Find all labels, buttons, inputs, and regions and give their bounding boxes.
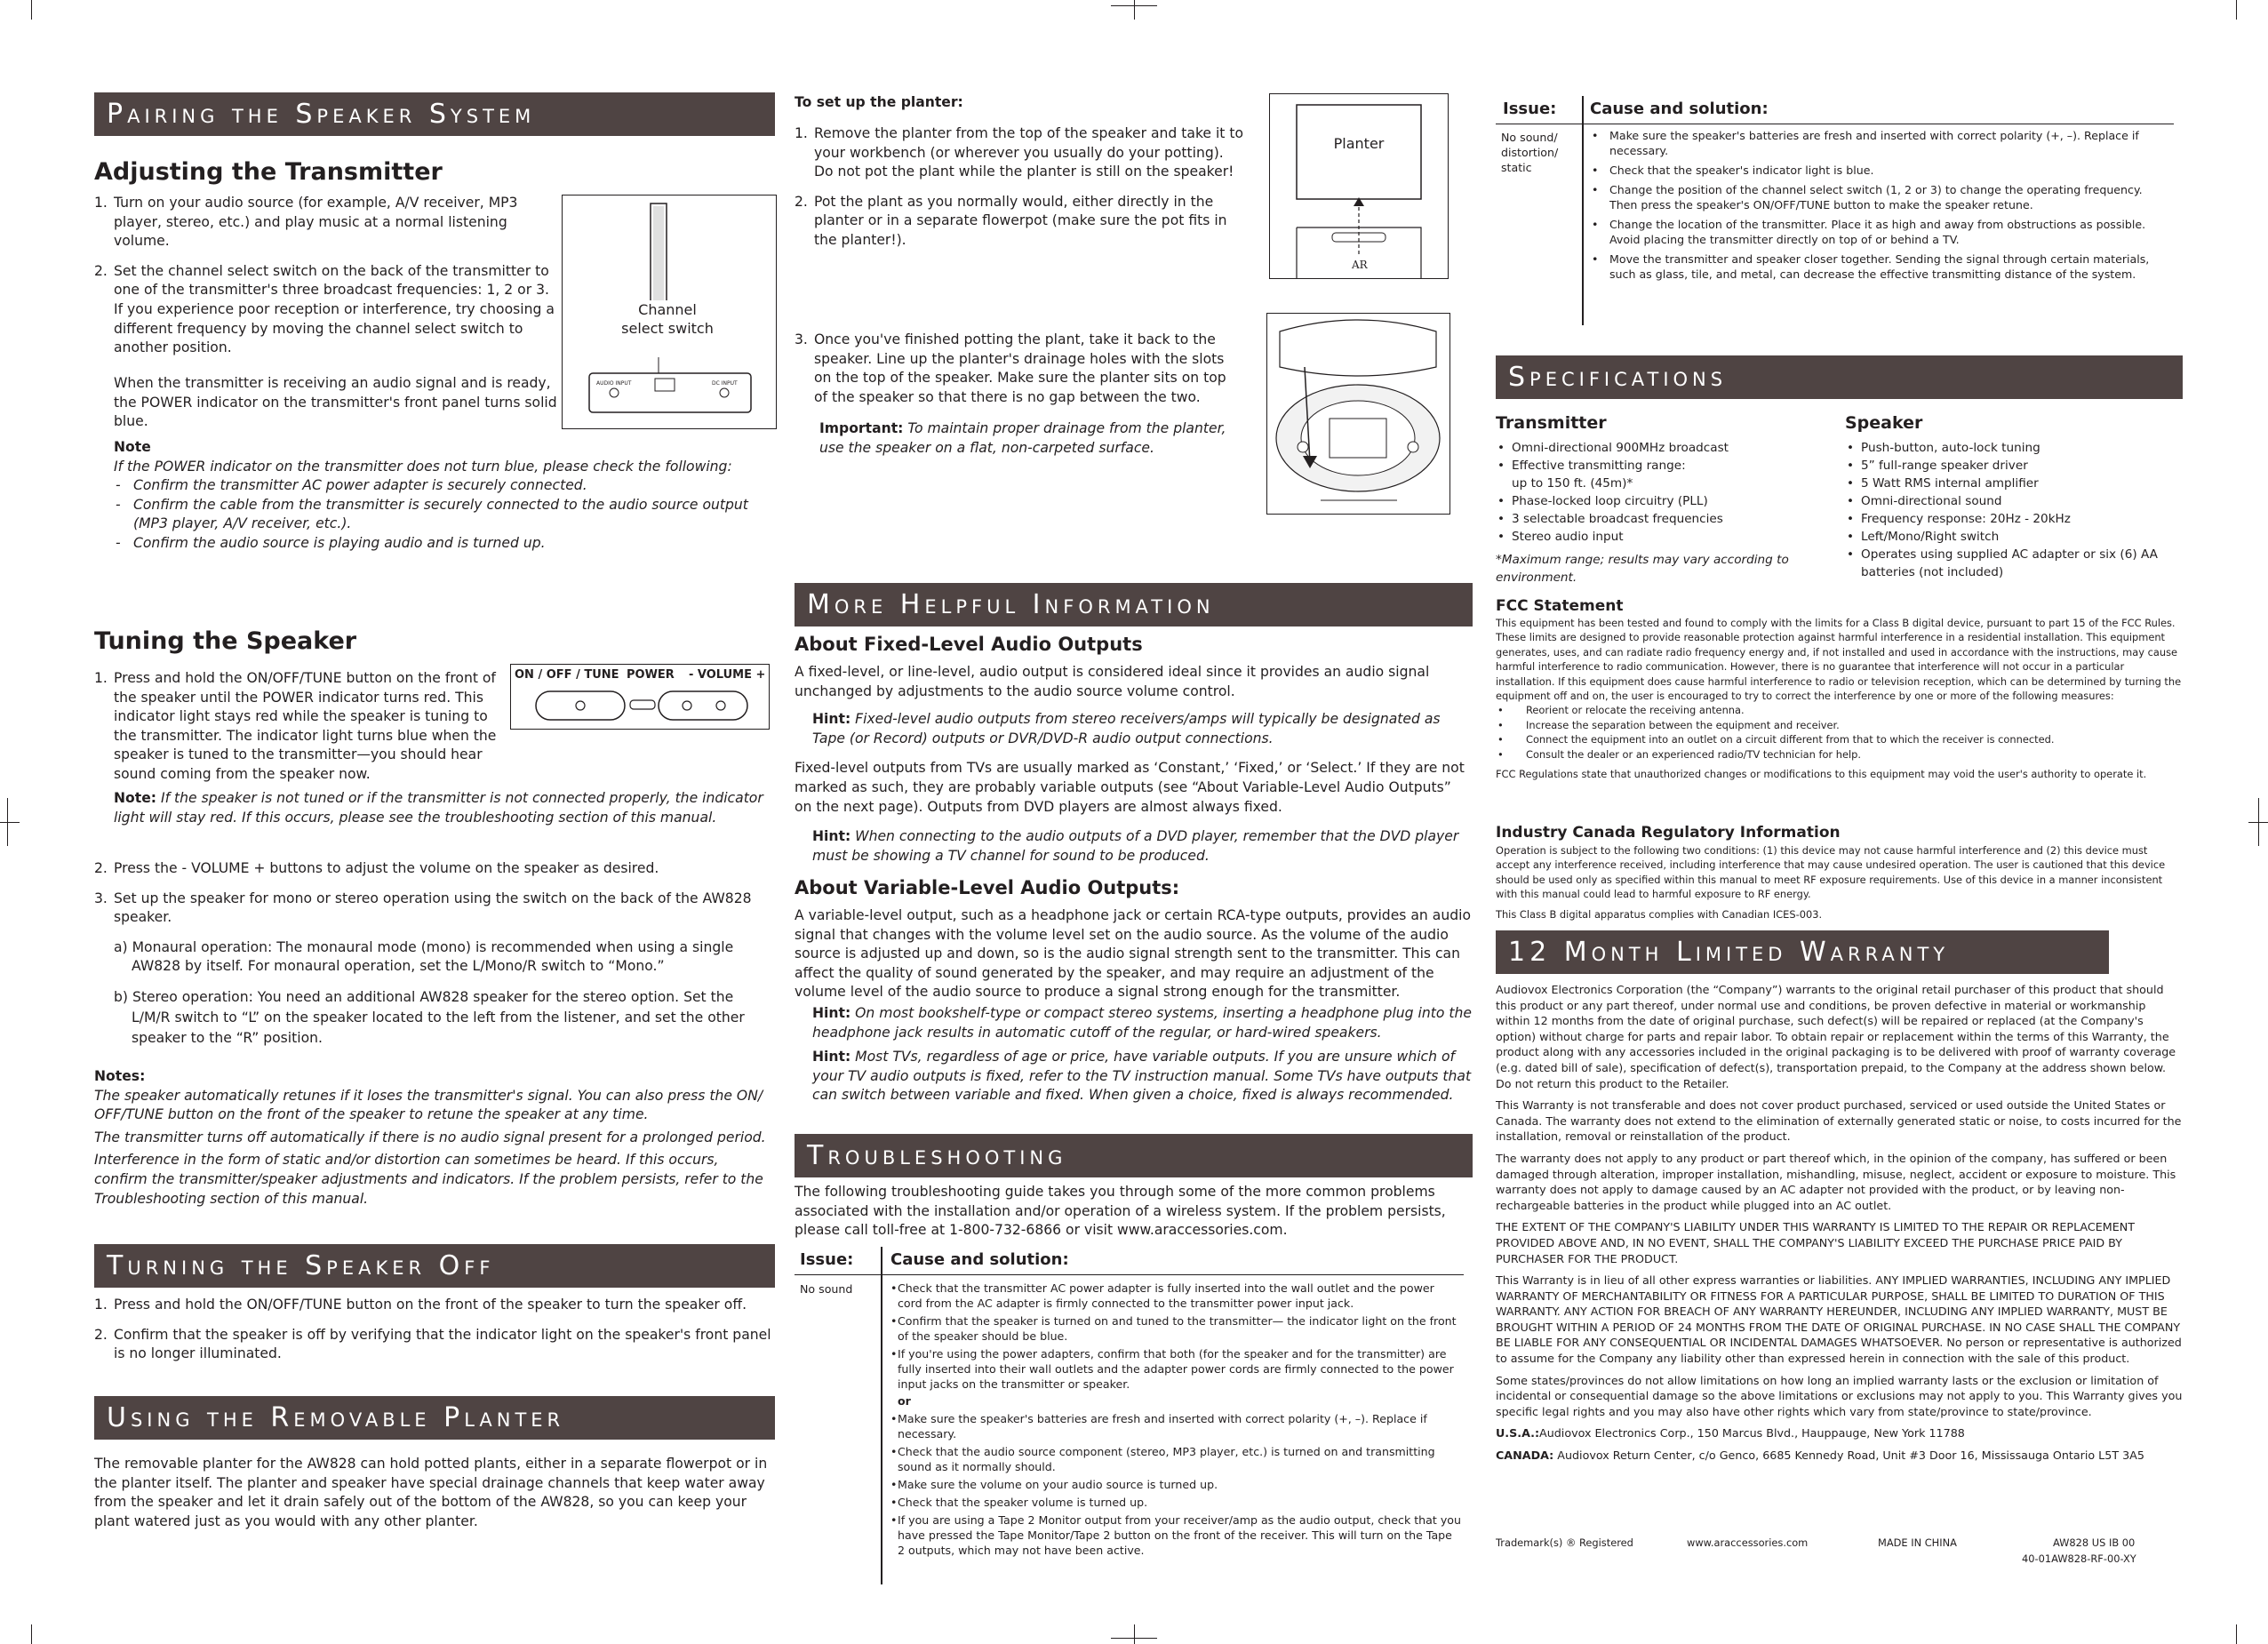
pairing-banner: Pairing the Speaker System	[94, 92, 775, 136]
list-item: 2. Confirm that the speaker is off by verifying that the indicator light on the speaker's front panel is no longer illuminated.	[94, 1326, 771, 1362]
warranty-section	[1496, 982, 2183, 1464]
crop-mark	[1134, 1624, 1135, 1644]
important-note	[819, 419, 1246, 458]
note-intro: If the POWER indicator on the transmitter does not turn blue, please check the following:	[114, 458, 732, 475]
variable-hint-2	[795, 1048, 1473, 1105]
speaker-spec-list	[1845, 439, 2183, 581]
planter-para: The removable planter for the AW828 can hold potted plants, either in a separate flowerpot or in the planter itself. The planter and speaker have special drainage channels that keep water away from the speaker and let it drain safely out of the bottom of the AW828, so you can keep your plant watered just as you would with any other planter.	[94, 1456, 768, 1529]
cause-cell	[889, 1281, 1462, 1558]
troubleshooting-table	[795, 1247, 1464, 1557]
troubleshooting-table-continued	[1496, 96, 2174, 281]
list-item: • Change the position of the channel select switch (1, 2 or 3) to change the operating frequency. Then press the speaker's ON/OFF/TUNE button to make the speaker retune.	[1590, 182, 2172, 212]
crop-mark	[2258, 798, 2259, 846]
list-item: 3. Once you've finished potting the plant, take it back to the speaker. Line up the planter's drainage holes with the slots on the top of the speaker. Make sure the planter sits on top of the speaker so that there is no gap between the two.	[795, 331, 1226, 405]
list-item: • Confirm that the speaker is turned on and tuned to the transmitter— the indicator light on the front of the speaker should be blue.	[889, 1313, 1462, 1344]
issue-header: Issue:	[800, 1250, 854, 1269]
list-item: • 3 selectable broadcast frequencies	[1496, 510, 1816, 528]
hint-label: Hint:	[812, 1049, 851, 1065]
list-item: 1. Remove the planter from the top of the speaker and take it to your workbench (or wherever you usually do your potting). Do not pot the plant while the planter is still on the speaker!	[795, 125, 1244, 180]
crop-mark	[1134, 0, 1135, 20]
fixed-section	[795, 663, 1473, 866]
crop-mark	[2236, 1624, 2237, 1644]
crop-mark	[31, 0, 32, 20]
warranty-para: This Warranty is in lieu of all other express warranties or liabilities. ANY IMPLIED WARRANTIES, INCLUDING ANY IMPLIED WARRANTY OF MERCHANTABILITY OR FITNESS FOR A PARTICULAR PURPOSE, SHALL BE LIMITED TO DURATION OF THIS WARRANTY. ANY ACTION FOR BREACH OF ANY WARRANTY HEREUNDER, INCLUDING ANY IMPLIED WARRANTY, MUST BE BROUGHT WITHIN A PERIOD OF 24 MONTHS FROM THE DATE OF ORIGINAL PURCHASE. IN NO CASE SHALL THE COMPANY BE LIABLE FOR ANY CONSEQUENTIAL OR INCIDENTAL DAMAGES WHATSOEVER. No person or representative is authorized to assume for the Company any liability other than expressed herein in connection with the sale of this product.	[1496, 1273, 2182, 1366]
planter-banner: Using the Removable Planter	[94, 1396, 775, 1440]
planter-label: Planter	[1333, 135, 1385, 152]
list-item: • Make sure the speaker's batteries are fresh and inserted with correct polarity (+, –). Replace if necessary.	[889, 1411, 1462, 1441]
list-item: • Check that the speaker volume is turned up.	[889, 1495, 1462, 1510]
footer-made-in: MADE IN CHINA	[1878, 1536, 1957, 1549]
setup-step3	[795, 331, 1239, 407]
adjusting-heading: Adjusting the Transmitter	[94, 158, 443, 186]
warranty-para: This Warranty is not transferable and does not cover product purchased, serviced or used outside the United States or Canada. The warranty does not extend to the elimination of externally generated static or noise, to costs incurred for the installation, removal or reinstallation of the product.	[1496, 1098, 2182, 1144]
troubleshooting-para: The following troubleshooting guide takes you through some of the more common problems associated with the installation and/or operation of a wireless system. If the problem persists, please call toll-free at 1-800-732-6866 or visit www.araccessories.com.	[795, 1184, 1446, 1239]
more-info-banner: More Helpful Information	[795, 583, 1473, 626]
svg-text:AR: AR	[1352, 259, 1368, 271]
industry-canada-title: Industry Canada Regulatory Information	[1496, 824, 1841, 842]
crop-mark	[1111, 1638, 1157, 1639]
list-item: • Consult the dealer or an experienced radio/TV technician for help.	[1496, 747, 2183, 762]
important-text: To maintain proper drainage from the planter, use the speaker on a flat, non-carpeted surface.	[819, 420, 1226, 456]
usa-text: Audiovox Electronics Corp., 150 Marcus Blvd., Hauppauge, New York 11788	[1539, 1426, 1965, 1440]
hint-label: Hint:	[812, 711, 851, 728]
volume-label: - VOLUME +	[689, 668, 766, 682]
drainage-illustration	[1267, 314, 1449, 514]
list-item: • Move the transmitter and speaker closer together. Sending the signal through certain materials, such as glass, tile, and metal, can decrease the effective transmitting distance of the system.	[1590, 251, 2172, 282]
list-item: 2. Set the channel select switch on the back of the transmitter to one of the transmitter's three broadcast frequencies: 1, 2 or 3. If you experience poor reception or interference, try choosing a different frequency by moving the channel select switch to another position.	[94, 262, 555, 356]
fcc-para: This equipment has been tested and found to comply with the limits for a Class B digital device, pursuant to part 15 of the FCC Rules. These limits are designed to provide reasonable protection against harmful interference in a residential installation. This equipment generates, uses, and can radiate radio frequency energy and, if not installed and used in accordance with the instructions, may cause harmful interference to radio communication. However, there is no guarantee that interference will not occur in a particular installation. If this equipment does cause harmful interference to radio or television reception, which can be determined by turning the equipment off and on, the user is encouraged to try to correct the interference by one or more of the following measures:	[1496, 617, 2182, 703]
crop-mark	[2236, 0, 2237, 20]
transmitter-figure	[562, 195, 777, 429]
svg-text:DC INPUT: DC INPUT	[712, 380, 738, 387]
notes-item: Interference in the form of static and/or distortion can sometimes be heard. If this occurs, confirm the transmitter/speaker adjustments and indicators. If the problem persists, refer to the Troubleshooting section of this manual.	[94, 1152, 763, 1207]
ic-para: Operation is subject to the following two conditions: (1) this device may not cause harmful interference and (2) this device must accept any interference received, including interference that may cause undesired operation. The user is cautioned that this device should be used only as specified within this manual to meet RF exposure requirements. Use of this device in a manner inconsistent with this manual could lead to harmful exposure to RF energy.	[1496, 844, 2166, 901]
power-label: POWER	[627, 668, 675, 682]
notes-item: The transmitter turns off automatically if there is no audio signal present for a prolonged period.	[94, 1129, 766, 1145]
list-item: - Confirm the transmitter AC power adapter is securely connected.	[103, 476, 779, 496]
warranty-para: THE EXTENT OF THE COMPANY'S LIABILITY UNDER THIS WARRANTY IS LIMITED TO THE REPAIR OR REPLACEMENT PROVIDED ABOVE AND, IN NO EVENT, SHALL THE COMPANY'S LIABILITY EXCEED THE PURCHASE PRICE PAID BY PURCHASER FOR THE PRODUCT.	[1496, 1220, 2135, 1265]
crop-mark	[31, 1624, 32, 1644]
hint-text: On most bookshelf-type or compact stereo systems, inserting a headphone plug into the headphone jack results in automatic cutoff of the regular, or hard-wired speakers.	[812, 1004, 1472, 1041]
list-item: • Operates using supplied AC adapter or six (6) AA batteries (not included)	[1845, 546, 2183, 581]
off-steps	[94, 1296, 771, 1364]
issue-header: Issue:	[1503, 100, 1557, 118]
canada-address	[1496, 1448, 2183, 1464]
list-item: • 5 Watt RMS internal amplifier	[1845, 475, 2183, 492]
list-item: • Connect the equipment into an outlet on a circuit different from that to which the receiver is connected.	[1496, 732, 2183, 746]
variable-hint-1	[795, 1004, 1473, 1042]
tuning-step1	[94, 669, 505, 785]
issue-cell: No sound	[800, 1282, 853, 1296]
transmitter-spec-title: Transmitter	[1496, 413, 1607, 433]
fcc-section	[1496, 616, 2183, 781]
hint-text: Fixed-level audio outputs from stereo receivers/amps will typically be designated as Tape (or Record) outputs or DVR/DVD-R audio output connections.	[812, 711, 1441, 746]
list-item: • Omni-directional sound	[1845, 492, 2183, 510]
canada-text: Audiovox Return Center, c/o Genco, 6685 Kennedy Road, Unit #3 Door 16, Mississauga Ontario L5T 3A5	[1557, 1448, 2144, 1463]
tuning-heading: Tuning the Speaker	[94, 627, 357, 655]
fcc-para-2: FCC Regulations state that unauthorized changes or modifications to this equipment may void the user's authority to operate it.	[1496, 768, 2147, 781]
list-item: 2. Pot the plant as you normally would, either directly in the planter or in a separate flowerpot (make sure the pot fits in the planter!).	[795, 193, 1227, 248]
list-item: • 5” full-range speaker driver	[1845, 457, 2183, 475]
notes-block	[94, 1067, 771, 1209]
list-item: 1. Press and hold the ON/OFF/TUNE button on the front of the speaker to turn the speaker off.	[94, 1297, 747, 1313]
tuning-step3b: b) Stereo operation: You need an additional AW828 speaker for the stereo option. Set the L/M/R switch to “L” on the speaker located to the left from the listener, and set the other speaker to the “R” position.	[114, 988, 745, 1046]
footer-trademark: Trademark(s) ® Registered	[1496, 1536, 1633, 1549]
important-label: Important:	[819, 420, 904, 436]
fixed-para-2: Fixed-level outputs from TVs are usually marked as ‘Constant,’ ‘Fixed,’ or ‘Select.’ If they are not marked as such, they are probably variable outputs (see “About Variable-Level Audio Outputs” on the next page). Outputs from DVD players are almost always fixed.	[795, 760, 1465, 815]
usa-address	[1496, 1425, 2183, 1441]
list-item: 1. Press and hold the ON/OFF/TUNE button on the front of the speaker until the POWER indicator turns red. This indicator light stays red while the speaker is tuning to the transmitter. The indicator light turns blue when the speaker is tuned to the transmitter—you should hear sound coming from the speaker now.	[94, 670, 497, 782]
notes-title: Notes:	[94, 1068, 146, 1084]
svg-text:AUDIO INPUT: AUDIO INPUT	[596, 380, 632, 387]
list-item: 2. Press the - VOLUME + buttons to adjust the volume on the speaker as desired.	[94, 860, 659, 876]
crop-mark	[7, 798, 8, 846]
list-item: • Check that the audio source component (stereo, MP3 player, etc.) is turned on and transmitting sound as it normally should.	[889, 1444, 1462, 1474]
transmitter-footnote: *Maximum range; results may vary according to environment.	[1496, 553, 1789, 585]
list-item: • Left/Mono/Right switch	[1845, 528, 2183, 546]
setup-title: To set up the planter:	[795, 94, 963, 110]
hint-text: Most TVs, regardless of age or price, have variable outputs. If you are unsure which of your TV audio outputs is fixed, refer to the TV instruction manual. Some TVs have outputs that can switch between variable and fixed. When given a choice, fixed is always recommended.	[812, 1049, 1472, 1104]
cause-header: Cause and solution:	[890, 1250, 1069, 1269]
list-item: • If you're using the power adapters, confirm that both (for the speaker and for the transmitter) are fully inserted into their wall outlets and the adapter power cords are firmly connected to the power input jacks on the transmitter or speaker.	[889, 1346, 1462, 1392]
on-off-tune-label: ON / OFF / TUNE	[515, 668, 619, 682]
industry-canada-section	[1496, 843, 2183, 922]
list-item: - Confirm the audio source is playing audio and is turned up.	[103, 534, 779, 554]
list-item: 3. Set up the speaker for mono or stereo operation using the switch on the back of the AW828 speaker.	[94, 890, 752, 926]
fcc-title: FCC Statement	[1496, 597, 1624, 615]
notes-item: The speaker automatically retunes if it loses the transmitter's signal. You can also press the ON/ OFF/TUNE button on the front of the speaker to retune the speaker at any time.	[94, 1087, 763, 1123]
list-item: • Check that the speaker's indicator light is blue.	[1590, 163, 2172, 178]
crop-mark	[1111, 5, 1157, 6]
tuning-step3a: a) Monaural operation: The monaural mode (mono) is recommended when using a single AW828 by itself. For monaural operation, set the L/Mono/R switch to “Mono.”	[114, 938, 734, 975]
canada-label: CANADA:	[1496, 1448, 1554, 1463]
speaker-spec-title: Speaker	[1845, 413, 1923, 433]
cause-header: Cause and solution:	[1590, 100, 1769, 118]
list-item: 1. Turn on your audio source (for example, A/V receiver, MP3 player, stereo, etc.) and play music at a normal listening volume.	[94, 195, 518, 250]
tuning-note	[114, 789, 771, 827]
warranty-para: The warranty does not apply to any product or part thereof which, in the opinion of the company, has suffered or been damaged through alteration, improper installation, mishandling, misuse, neglect, accident or exposure to moisture. This warranty does not apply to damage caused by an AC adapter not provided with the product, or by leaving non-rechargeable batteries in the product while plugged into an AC outlet.	[1496, 1151, 2176, 1212]
list-item: • Make sure the speaker's batteries are fresh and inserted with correct polarity (+, –). Replace if necessary.	[1590, 128, 2172, 158]
list-item: • Reorient or relocate the receiving antenna.	[1496, 703, 2183, 717]
fixed-hint-2	[795, 827, 1473, 866]
list-item: • Increase the separation between the equipment and receiver.	[1496, 718, 2183, 732]
note-block	[94, 438, 779, 554]
buttons-illustration	[511, 665, 769, 729]
issue-cell: No sound/ distortion/ static	[1501, 131, 1559, 174]
list-item: • Stereo audio input	[1496, 528, 1816, 546]
planter-drainage-figure	[1266, 313, 1450, 515]
list-item: • Frequency response: 20Hz - 20kHz	[1845, 510, 2183, 528]
usa-label: U.S.A.:	[1496, 1426, 1540, 1440]
list-item: • Push-button, auto-lock tuning	[1845, 439, 2183, 457]
variable-para: A variable-level output, such as a headphone jack or certain RCA-type outputs, provides an audio signal that changes with the volume level set on the audio source. As the volume of the audio source is adjusted up and down, so is the audio signal strength sent to the transmitter. This can affect the quality of sound generated by the speaker, and may require an adjustment of the volume level of the audio source to produce a signal strong enough for the transmitter.	[795, 907, 1471, 1001]
cause-cell	[1590, 128, 2172, 282]
tuning-note-label: Note:	[114, 790, 157, 806]
hint-label: Hint:	[812, 828, 851, 845]
list-item: • If you are using a Tape 2 Monitor output from your receiver/amp as the audio output, check that you have pressed the Tape Monitor/Tape 2 button on the front of the receiver. This will turn on the Tape 2 outputs, which may not have been active.	[889, 1512, 1462, 1558]
speaker-buttons-figure	[510, 664, 770, 730]
crop-mark	[0, 822, 20, 823]
fixed-para: A fixed-level, or line-level, audio output is considered ideal since it provides an audio signal unchanged by adjustments to the audio source volume control.	[795, 664, 1430, 699]
variable-section	[795, 906, 1473, 1105]
planter-figure	[1269, 93, 1449, 279]
planter-illustration	[1270, 94, 1448, 278]
transmitter-spec-list	[1496, 439, 1816, 587]
footer-model: AW828 US IB 00	[2053, 1536, 2136, 1549]
turning-off-banner: Turning the Speaker Off	[94, 1244, 775, 1288]
setup-steps	[795, 124, 1246, 251]
or-label: or	[898, 1394, 911, 1408]
footer-part-number: 40-01AW828-RF-00-XY	[2022, 1552, 2136, 1565]
ic-para-2: This Class B digital apparatus complies with Canadian ICES-003.	[1496, 907, 1823, 921]
list-item: • Omni-directional 900MHz broadcast	[1496, 439, 1816, 457]
adjusting-para: When the transmitter is receiving an audio signal and is ready, the POWER indicator on the transmitter's front panel turns solid blue.	[114, 375, 557, 430]
tuning-note-text: If the speaker is not tuned or if the transmitter is not connected properly, the indicator light will stay red. If this occurs, please see the troubleshooting section of this manual.	[114, 790, 763, 826]
list-item: • Make sure the volume on your audio source is turned up.	[889, 1477, 1462, 1492]
list-item: • Phase-locked loop circuitry (PLL)	[1496, 492, 1816, 510]
hint-text: When connecting to the audio outputs of a DVD player, remember that the DVD player must be showing a TV channel for sound to be produced.	[812, 828, 1459, 864]
troubleshooting-banner: Troubleshooting	[795, 1134, 1473, 1177]
list-item: - Confirm the cable from the transmitter is securely connected to the audio source output (MP3 player, A/V receiver, etc.).	[103, 496, 779, 534]
tuning-steps-more	[94, 859, 771, 1049]
list-item: • Check that the transmitter AC power adapter is fully inserted into the wall outlet and the power cord from the AC adapter is firmly connected to the transmitter power input jack.	[889, 1281, 1462, 1311]
footer-website: www.araccessories.com	[1687, 1536, 1809, 1549]
warranty-para: Some states/provinces do not allow limitations on how long an implied warranty lasts or the exclusion or limitation of incidental or consequential damage so the above limitations or exclusions may not apply to you. This Warranty gives you specific legal rights and you may also have other rights which vary from state/province to state/province.	[1496, 1373, 2183, 1418]
list-item: • Effective transmitting range: up to 150 ft. (45m)*	[1496, 457, 1816, 492]
variable-heading: About Variable-Level Audio Outputs:	[795, 877, 1180, 898]
specifications-banner: Specifications	[1496, 355, 2183, 399]
fixed-hint-1	[795, 710, 1473, 748]
hint-label: Hint:	[812, 1004, 851, 1021]
warranty-banner: 12 Month Limited Warranty	[1496, 930, 2109, 974]
warranty-para: Audiovox Electronics Corporation (the “Company”) warrants to the original retail purchaser of this product that should this product or any part thereof, under normal use and conditions, be proven defective in material or workmanship within 12 months from the date of original purchase, such defect(s) will be repaired or replaced (at the Company's option) without charge for parts and repair labor. To obtain repair or replacement within the terms of this Warranty, the product along with any accessories included in the original packaging is to be delivered with proof of warranty coverage (e.g. dated bill of sale), specification of defect(s), transportation prepaid, to the Company at the address shown below. Do not return this product to the Retailer.	[1496, 983, 2176, 1090]
channel-select-label: Channel select switch	[616, 300, 719, 338]
list-item: • Change the location of the transmitter. Place it as high and away from obstructions as possible. Avoid placing the transmitter directly on top of or behind a TV.	[1590, 217, 2172, 247]
note-title: Note	[114, 439, 151, 455]
fixed-heading: About Fixed-Level Audio Outputs	[795, 634, 1143, 655]
